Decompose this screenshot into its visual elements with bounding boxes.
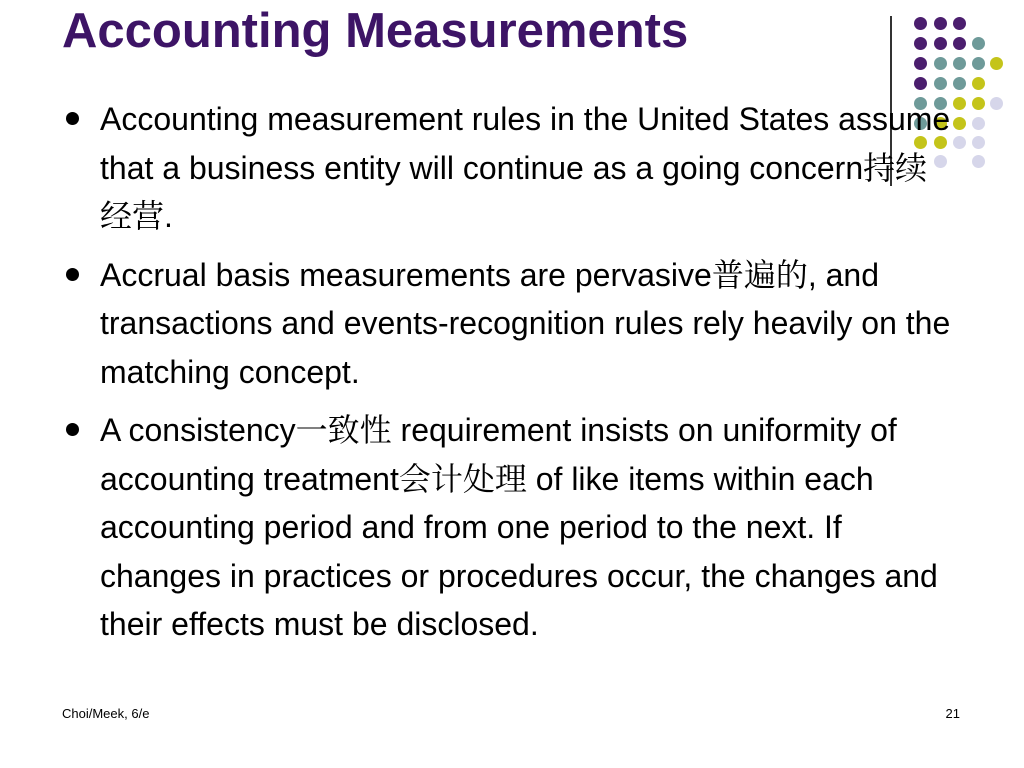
bullet-dot-icon: [66, 112, 79, 125]
decorative-dot: [934, 57, 947, 70]
decorative-dot: [953, 37, 966, 50]
decorative-dot: [934, 37, 947, 50]
decorative-dot: [953, 17, 966, 30]
decorative-dot: [972, 97, 985, 110]
decorative-dot: [914, 77, 927, 90]
bullet-dot-icon: [66, 268, 79, 281]
decorative-dot: [934, 17, 947, 30]
decorative-dot: [972, 155, 985, 168]
bullet-item: [62, 251, 952, 397]
decorative-dot: [953, 57, 966, 70]
decorative-dot: [914, 37, 927, 50]
bullet-list: [62, 95, 952, 659]
decorative-dot: [914, 17, 927, 30]
footer-source: Choi/Meek, 6/e: [62, 706, 150, 721]
bullet-text: Accrual basis measurements are pervasive普遍的, and transactions and events-recognition rules rely heavily on the matching concept.: [100, 256, 951, 390]
bullet-text: Accounting measurement rules in the United States assume that a business entity will continue as a going concern持续经营.: [100, 101, 951, 234]
decorative-dot: [972, 117, 985, 130]
bullet-text: A consistency一致性 requirement insists on uniformity of accounting treatment会计处理 of like items within each accounting period and from one period to the next. If changes in practices or procedures occur, the changes and their effects must be disclosed.: [100, 412, 938, 642]
decorative-dot: [972, 77, 985, 90]
decorative-dot: [934, 77, 947, 90]
decorative-dot: [953, 97, 966, 110]
bullet-item: [62, 95, 952, 241]
slide-title: Accounting Measurements: [62, 4, 689, 58]
decorative-dot: [972, 57, 985, 70]
decorative-dot: [953, 136, 966, 149]
bullet-item: [62, 406, 952, 649]
page-number: 21: [945, 706, 960, 721]
bullet-dot-icon: [66, 423, 79, 436]
decorative-dot: [914, 57, 927, 70]
decorative-dot: [990, 57, 1003, 70]
decorative-dot: [972, 37, 985, 50]
decorative-dot: [953, 77, 966, 90]
decorative-dot: [990, 97, 1003, 110]
decorative-dot: [972, 136, 985, 149]
decorative-dot: [953, 117, 966, 130]
